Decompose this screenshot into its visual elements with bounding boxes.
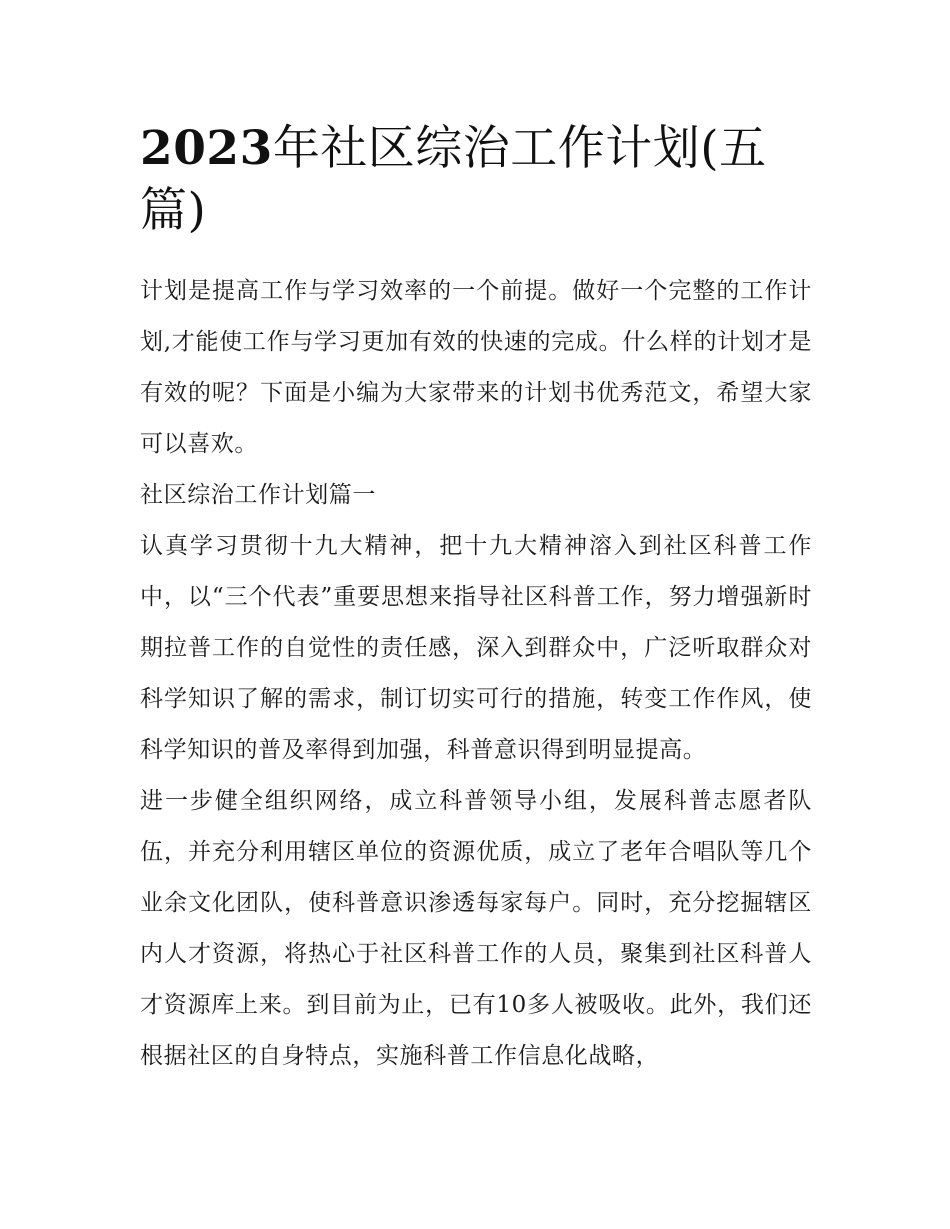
title-year: 2023	[140, 121, 273, 176]
section-heading: 社区综治工作计划篇一	[140, 482, 376, 508]
document-content	[140, 118, 812, 1082]
title-text: 年社区综治工作计划(五篇)	[140, 121, 767, 238]
body-paragraph-2: 进一步健全组织网络，成立科普领导小组，发展科普志愿者队伍，并充分利用辖区单位的资源优质，成立了老年合唱队等几个业余文化团队，使科普意识渗透每家每户。同时，充分挖掘辖区内人才资源，将热心于社区科普工作的人员，聚集到社区科普人才资源库上来。到目前为止，已有10多人被吸收。此外，我们还根据社区的自身特点，实施科普工作信息化战略，	[140, 788, 812, 1069]
intro-paragraph: 计划是提高工作与学习效率的一个前提。做好一个完整的工作计划,才能使工作与学习更加有效的快速的完成。什么样的计划才是有效的呢？下面是小编为大家带来的计划书优秀范文，希望大家可以喜欢。	[140, 278, 812, 457]
body-paragraph-1: 认真学习贯彻十九大精神，把十九大精神溶入到社区科普工作中，以“三个代表”重要思想来指导社区科普工作，努力增强新时期拉普工作的自觉性的责任感，深入到群众中，广泛听取群众对科学知识了解的需求，制订切实可行的措施，转变工作作风，使科学知识的普及率得到加强，科普意识得到明显提高。	[140, 533, 812, 763]
document-title	[140, 118, 812, 242]
